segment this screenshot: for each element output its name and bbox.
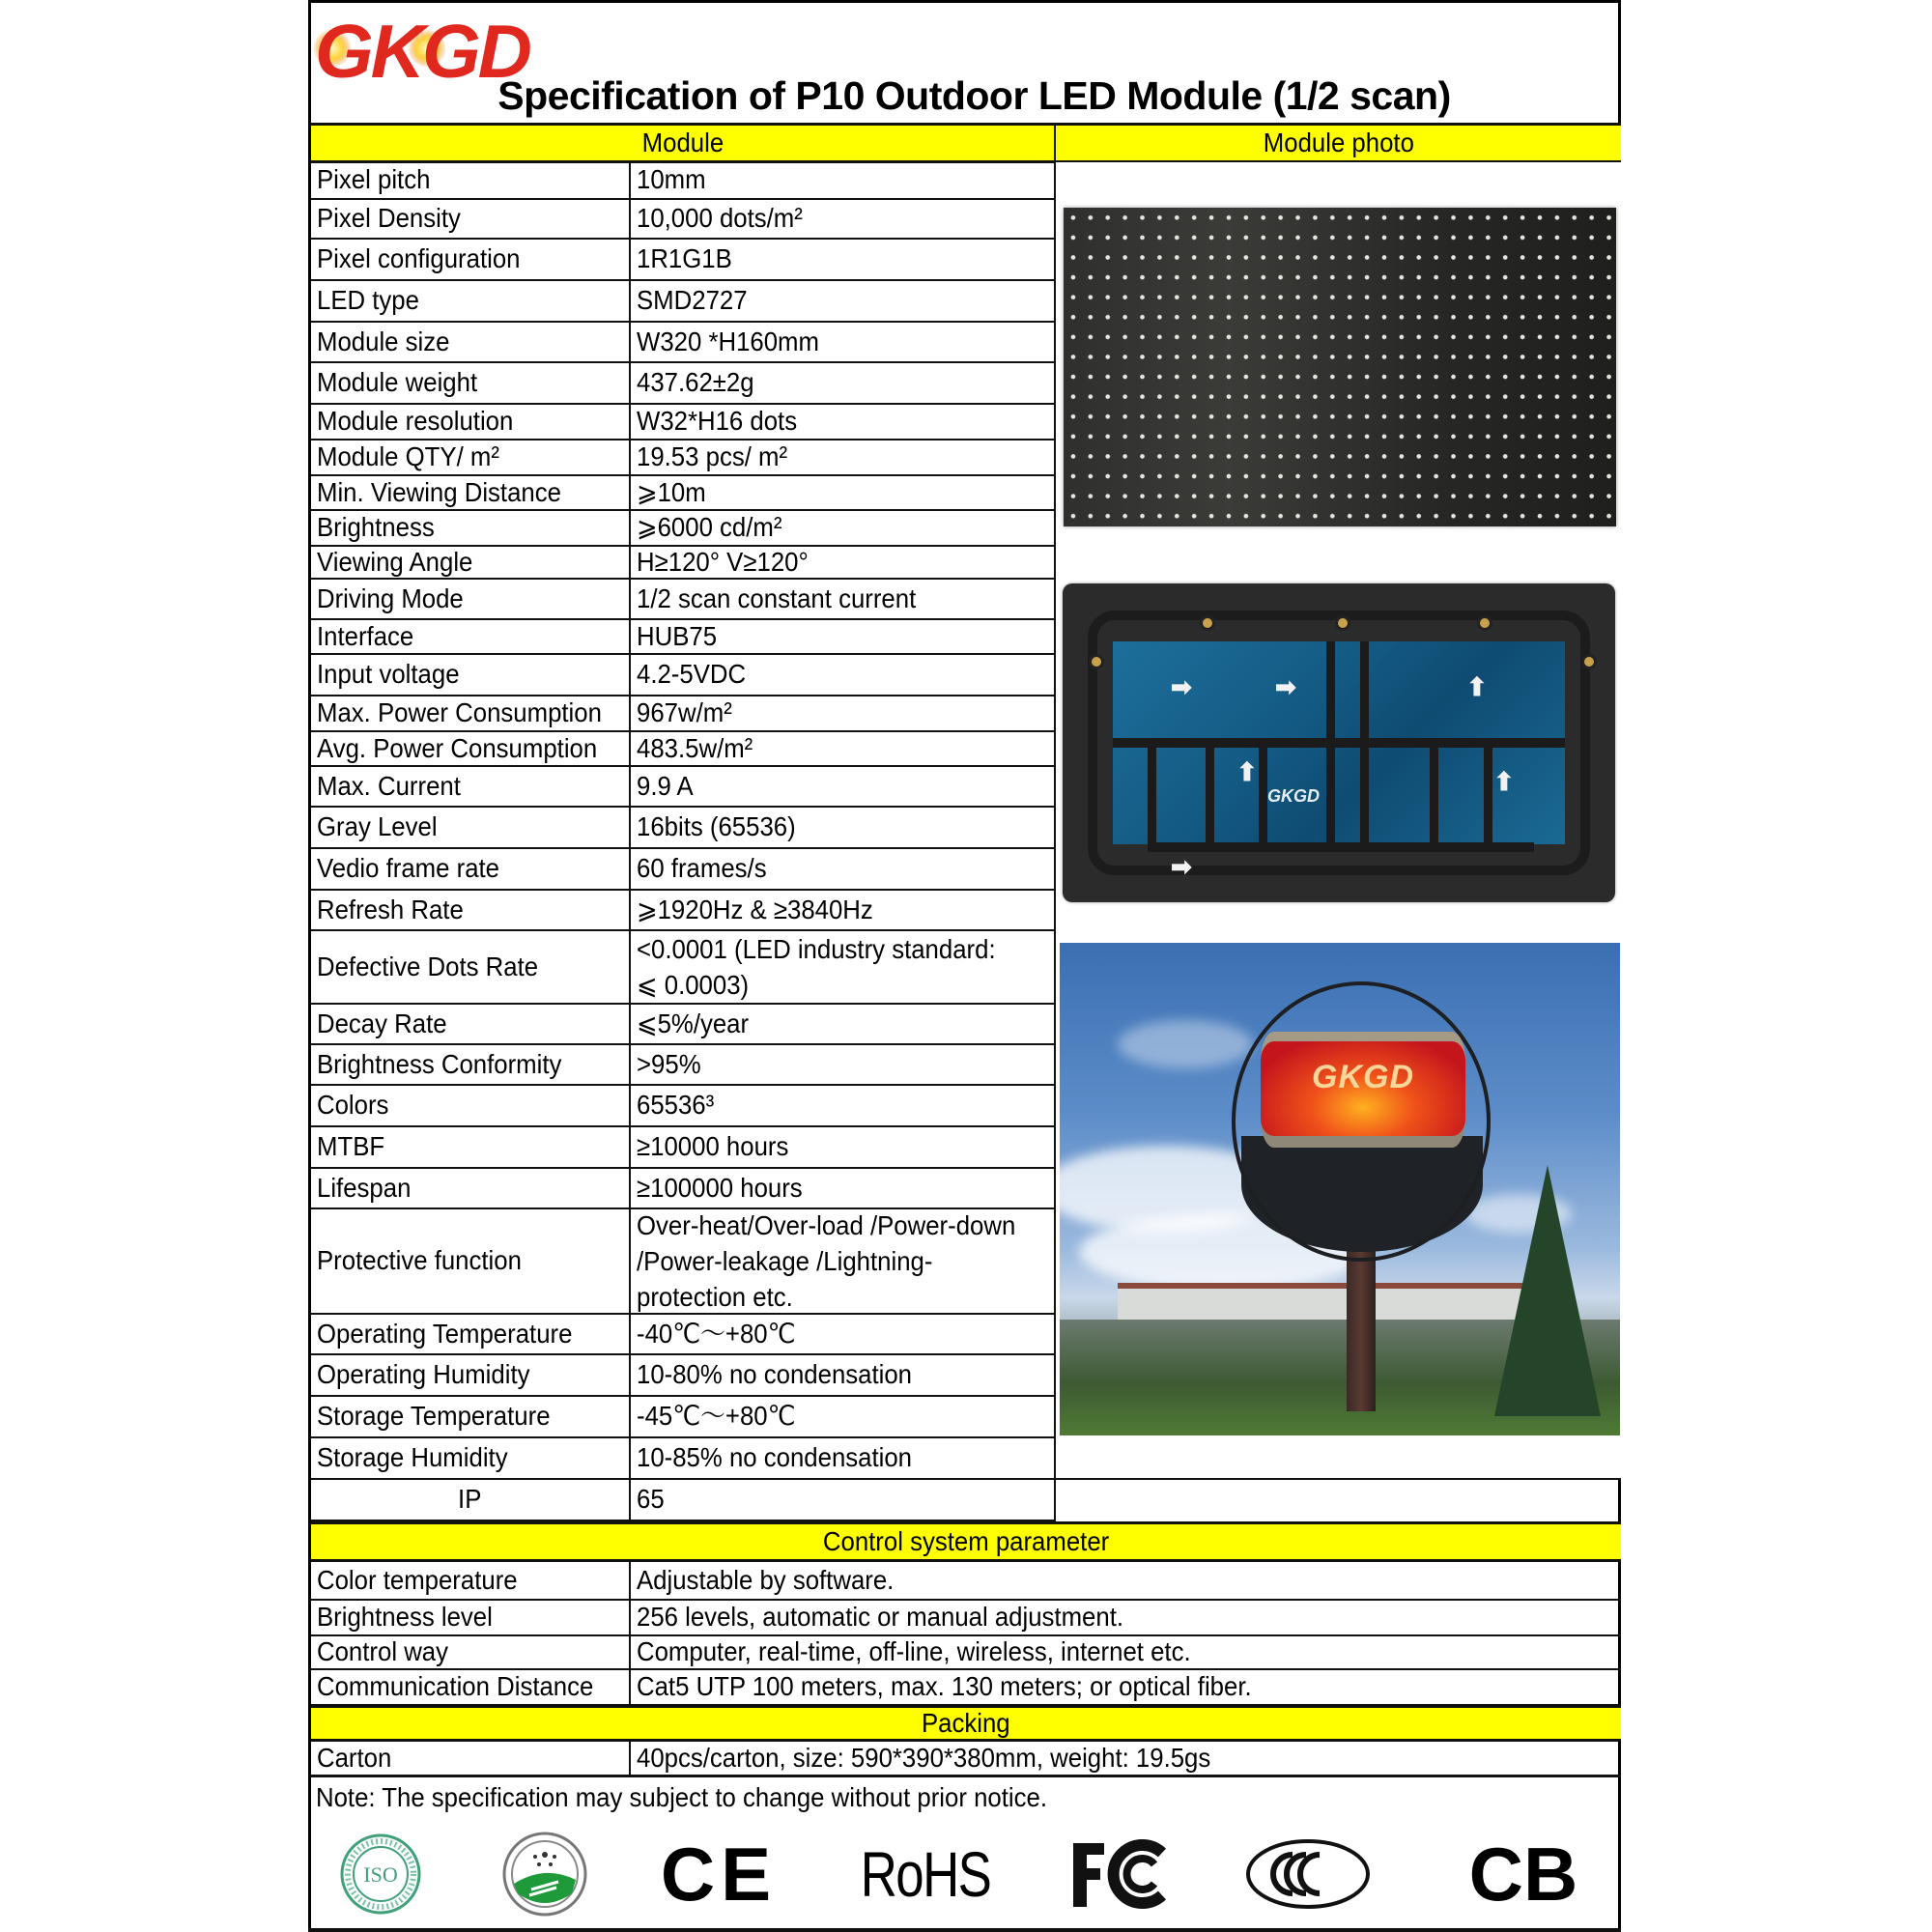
spec-label: Brightness Conformity	[311, 1045, 631, 1086]
spec-label: Operating Humidity	[311, 1355, 631, 1397]
packing-label: Carton	[311, 1742, 631, 1777]
control-label: Communication Distance	[311, 1670, 631, 1706]
spec-label: Driving Mode	[311, 580, 631, 620]
spec-value: HUB75	[631, 620, 1056, 655]
section-header-packing: Packing	[311, 1705, 1621, 1742]
spec-value: 19.53 pcs/ m²	[631, 440, 1056, 476]
spec-value: 10-80% no condensation	[631, 1355, 1056, 1397]
spec-value: ⩾6000 cd/m²	[631, 511, 1056, 547]
spec-label: Colors	[311, 1086, 631, 1127]
spec-label: Storage Humidity	[311, 1438, 631, 1480]
fcc-certification-icon	[1065, 1831, 1180, 1918]
spec-value: >95%	[631, 1045, 1056, 1086]
spec-value: 1R1G1B	[631, 240, 1056, 281]
packing-value: 40pcs/carton, size: 590*390*380mm, weight: 19.5gs	[631, 1742, 1621, 1777]
spec-value: 4.2-5VDC	[631, 655, 1056, 696]
svg-text:GKGD: GKGD	[315, 10, 529, 83]
spec-label: Storage Temperature	[311, 1397, 631, 1438]
led-pixel-grid	[1064, 208, 1616, 526]
ce-certification-icon: CE	[660, 1831, 778, 1917]
rohs-certification-icon: RoHS	[860, 1838, 991, 1910]
spec-value: 10,000 dots/m²	[631, 200, 1056, 240]
iso-certification-icon	[337, 1831, 424, 1918]
spec-label: MTBF	[311, 1127, 631, 1169]
spec-value: Over-heat/Over-load /Power-down /Power-leakage /Lightning-protection etc.	[631, 1209, 1056, 1315]
document-title: Specification of P10 Outdoor LED Module (1/2 scan)	[497, 73, 1451, 118]
spec-value: 437.62±2g	[631, 363, 1056, 405]
spec-value: 10-85% no condensation	[631, 1438, 1056, 1480]
spec-value: 16bits (65536)	[631, 808, 1056, 849]
billboard-pole	[1347, 1242, 1376, 1411]
section-header-module-photo: Module photo	[1056, 123, 1621, 163]
spec-label: Module QTY/ m²	[311, 440, 631, 476]
spec-value: ≥100000 hours	[631, 1169, 1056, 1209]
control-value: Computer, real-time, off-line, wireless, internet etc.	[631, 1636, 1621, 1670]
spec-label: Defective Dots Rate	[311, 931, 631, 1005]
spec-value: -45℃～+80℃	[631, 1397, 1056, 1438]
sheet-bottom-border	[308, 1928, 1621, 1932]
pcb-brand-label: GKGD	[1267, 786, 1320, 806]
pine-tree	[1494, 1165, 1601, 1416]
spec-value: W32*H16 dots	[631, 405, 1056, 440]
control-label: Brightness level	[311, 1601, 631, 1636]
section-header-module: Module	[311, 123, 1056, 163]
spec-value: 483.5w/m²	[631, 732, 1056, 767]
svg-text:ISO: ISO	[363, 1862, 398, 1887]
control-value: 256 levels, automatic or manual adjustment.	[631, 1601, 1621, 1636]
spec-value: H≥120° V≥120°	[631, 547, 1056, 580]
control-label: Control way	[311, 1636, 631, 1670]
curved-led-screen: GKGD	[1261, 1032, 1465, 1148]
spec-value: 10mm	[631, 162, 1056, 200]
spec-label: Max. Power Consumption	[311, 696, 631, 732]
spec-label: Module resolution	[311, 405, 631, 440]
spec-value: 60 frames/s	[631, 849, 1056, 891]
spec-label: Refresh Rate	[311, 891, 631, 931]
spec-label: Pixel pitch	[311, 162, 631, 200]
spec-label: IP	[311, 1480, 631, 1521]
disclaimer-note: Note: The specification may subject to change without prior notice.	[316, 1782, 1048, 1812]
module-front-photo	[1064, 208, 1616, 526]
arrow-up-icon: ⬆	[1236, 757, 1258, 786]
spec-value: ⩾1920Hz & ≥3840Hz	[631, 891, 1056, 931]
spec-label: Avg. Power Consumption	[311, 732, 631, 767]
spec-label: Operating Temperature	[311, 1315, 631, 1355]
spec-value: ⩽5%/year	[631, 1005, 1056, 1045]
control-value: Cat5 UTP 100 meters, max. 130 meters; or optical fiber.	[631, 1670, 1621, 1706]
spec-label: Max. Current	[311, 767, 631, 808]
spec-value: 65	[631, 1480, 1056, 1521]
spec-label: Pixel configuration	[311, 240, 631, 281]
spec-label: Interface	[311, 620, 631, 655]
spec-value: <0.0001 (LED industry standard: ⩽ 0.0003)	[631, 931, 1056, 1005]
control-value: Adjustable by software.	[631, 1562, 1621, 1601]
arrow-up-icon: ⬆	[1466, 672, 1488, 701]
spec-value: SMD2727	[631, 281, 1056, 323]
spec-label: Lifespan	[311, 1169, 631, 1209]
spec-label: Input voltage	[311, 655, 631, 696]
environmental-label-icon	[500, 1831, 589, 1918]
spec-label: Vedio frame rate	[311, 849, 631, 891]
spec-label: LED type	[311, 281, 631, 323]
ccc-certification-icon	[1240, 1831, 1376, 1918]
spec-value: ⩾10m	[631, 476, 1056, 511]
arrow-up-icon: ⬆	[1493, 767, 1515, 796]
spec-label: Pixel Density	[311, 200, 631, 240]
spec-label: Module weight	[311, 363, 631, 405]
spec-value: 65536³	[631, 1086, 1056, 1127]
spec-label: Viewing Angle	[311, 547, 631, 580]
spec-value: W320 *H160mm	[631, 323, 1056, 363]
cb-certification-icon: CB	[1468, 1831, 1578, 1917]
spec-value: 1/2 scan constant current	[631, 580, 1056, 620]
spec-value: 9.9 A	[631, 767, 1056, 808]
arrow-right-icon: ➡	[1275, 672, 1296, 701]
spec-value: ≥10000 hours	[631, 1127, 1056, 1169]
spec-label: Brightness	[311, 511, 631, 547]
arrow-right-icon: ➡	[1171, 852, 1192, 881]
spec-label: Decay Rate	[311, 1005, 631, 1045]
gkgd-logo	[311, 10, 539, 83]
spec-label: Protective function	[311, 1209, 631, 1315]
spec-label: Module size	[311, 323, 631, 363]
arrow-right-icon: ➡	[1171, 672, 1192, 701]
certification-logos	[311, 1821, 1621, 1922]
spec-value: -40℃～+80℃	[631, 1315, 1056, 1355]
spec-label: Min. Viewing Distance	[311, 476, 631, 511]
spec-label: Gray Level	[311, 808, 631, 849]
spec-value: 967w/m²	[631, 696, 1056, 732]
control-label: Color temperature	[311, 1562, 631, 1601]
installation-photo	[1060, 943, 1620, 1435]
section-header-control-system: Control system parameter	[311, 1521, 1621, 1562]
module-back-photo	[1063, 583, 1615, 902]
